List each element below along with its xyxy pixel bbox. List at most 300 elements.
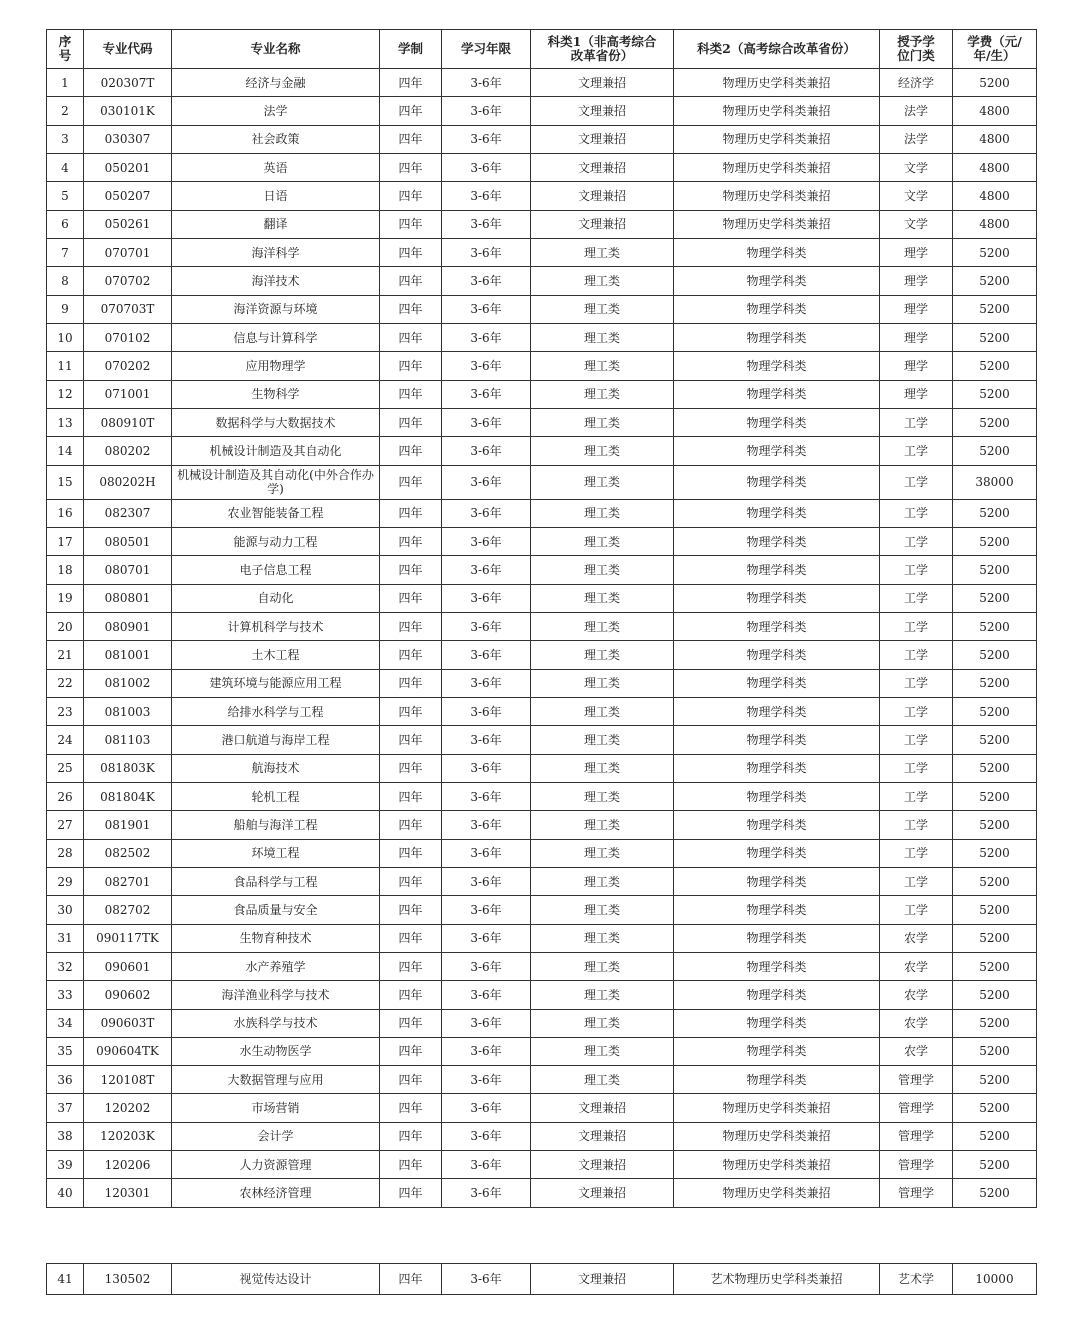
cell-system: 四年	[380, 1179, 442, 1207]
cell-major-name: 信息与计算科学	[172, 323, 380, 351]
cell-degree: 理学	[880, 380, 953, 408]
cell-code: 082702	[84, 896, 172, 924]
cell-tuition: 5200	[953, 352, 1037, 380]
cell-category-2: 物理历史学科类兼招	[674, 210, 880, 238]
cell-study-years: 3-6年	[442, 210, 531, 238]
cell-system: 四年	[380, 1066, 442, 1094]
cell-major-name: 数据科学与大数据技术	[172, 408, 380, 436]
cell-category-2: 物理历史学科类兼招	[674, 125, 880, 153]
cell-degree: 工学	[880, 782, 953, 810]
cell-index: 11	[47, 352, 84, 380]
cell-category-2: 物理学科类	[674, 1037, 880, 1065]
cell-tuition: 5200	[953, 1151, 1037, 1179]
table-row	[47, 1094, 1037, 1122]
table-row	[47, 238, 1037, 266]
cell-category-1: 理工类	[531, 556, 674, 584]
cell-degree: 工学	[880, 641, 953, 669]
cell-code: 120202	[84, 1094, 172, 1122]
cell-major-name: 社会政策	[172, 125, 380, 153]
cell-code: 081804K	[84, 782, 172, 810]
cell-index: 7	[47, 238, 84, 266]
cell-major-name: 食品科学与工程	[172, 867, 380, 895]
cell-category-2: 物理学科类	[674, 323, 880, 351]
cell-tuition: 4800	[953, 97, 1037, 125]
cell-study-years: 3-6年	[442, 896, 531, 924]
cell-code: 081003	[84, 697, 172, 725]
header-major-name: 专业名称	[172, 30, 380, 69]
cell-category-2: 物理学科类	[674, 754, 880, 782]
cell-degree: 艺术学	[880, 1264, 953, 1295]
cell-study-years: 3-6年	[442, 380, 531, 408]
cell-major-name: 农业智能装备工程	[172, 499, 380, 527]
cell-tuition: 5200	[953, 952, 1037, 980]
cell-system: 四年	[380, 125, 442, 153]
cell-major-name: 航海技术	[172, 754, 380, 782]
cell-study-years: 3-6年	[442, 1037, 531, 1065]
cell-system: 四年	[380, 465, 442, 499]
cell-code: 070703T	[84, 295, 172, 323]
cell-code: 070702	[84, 267, 172, 295]
cell-category-1: 理工类	[531, 527, 674, 555]
cell-degree: 农学	[880, 981, 953, 1009]
cell-tuition: 4800	[953, 153, 1037, 181]
cell-degree: 工学	[880, 754, 953, 782]
cell-major-name: 食品质量与安全	[172, 896, 380, 924]
cell-study-years: 3-6年	[442, 97, 531, 125]
cell-study-years: 3-6年	[442, 867, 531, 895]
cell-system: 四年	[380, 380, 442, 408]
cell-tuition: 5200	[953, 238, 1037, 266]
table-row	[47, 1122, 1037, 1150]
table-row	[47, 499, 1037, 527]
cell-code: 120301	[84, 1179, 172, 1207]
cell-index: 19	[47, 584, 84, 612]
cell-study-years: 3-6年	[442, 556, 531, 584]
cell-major-name: 农林经济管理	[172, 1179, 380, 1207]
cell-category-1: 理工类	[531, 238, 674, 266]
cell-category-1: 理工类	[531, 1066, 674, 1094]
cell-degree: 理学	[880, 352, 953, 380]
cell-tuition: 5200	[953, 924, 1037, 952]
table-row	[47, 981, 1037, 1009]
cell-system: 四年	[380, 1151, 442, 1179]
cell-category-1: 理工类	[531, 323, 674, 351]
cell-study-years: 3-6年	[442, 408, 531, 436]
cell-index: 33	[47, 981, 84, 1009]
cell-category-1: 文理兼招	[531, 182, 674, 210]
cell-system: 四年	[380, 612, 442, 640]
cell-study-years: 3-6年	[442, 584, 531, 612]
cell-category-2: 物理学科类	[674, 726, 880, 754]
cell-system: 四年	[380, 1094, 442, 1122]
cell-study-years: 3-6年	[442, 153, 531, 181]
cell-tuition: 5200	[953, 1009, 1037, 1037]
cell-major-name: 电子信息工程	[172, 556, 380, 584]
table-row	[47, 924, 1037, 952]
cell-category-2: 物理学科类	[674, 527, 880, 555]
cell-study-years: 3-6年	[442, 782, 531, 810]
cell-tuition: 5200	[953, 584, 1037, 612]
cell-major-name: 市场营销	[172, 1094, 380, 1122]
cell-category-2: 物理学科类	[674, 465, 880, 499]
table-header-row	[47, 30, 1037, 69]
cell-category-2: 物理学科类	[674, 1066, 880, 1094]
cell-degree: 法学	[880, 125, 953, 153]
cell-category-2: 物理学科类	[674, 782, 880, 810]
cell-study-years: 3-6年	[442, 323, 531, 351]
cell-major-name: 生物科学	[172, 380, 380, 408]
cell-index: 30	[47, 896, 84, 924]
cell-category-2: 物理学科类	[674, 584, 880, 612]
cell-code: 070202	[84, 352, 172, 380]
cell-category-1: 理工类	[531, 952, 674, 980]
cell-major-name: 港口航道与海岸工程	[172, 726, 380, 754]
cell-system: 四年	[380, 210, 442, 238]
table-row	[47, 408, 1037, 436]
cell-category-1: 理工类	[531, 981, 674, 1009]
cell-study-years: 3-6年	[442, 69, 531, 97]
cell-study-years: 3-6年	[442, 839, 531, 867]
table-row	[47, 125, 1037, 153]
cell-study-years: 3-6年	[442, 1122, 531, 1150]
cell-study-years: 3-6年	[442, 1009, 531, 1037]
cell-category-1: 理工类	[531, 295, 674, 323]
cell-study-years: 3-6年	[442, 981, 531, 1009]
cell-degree: 农学	[880, 924, 953, 952]
cell-tuition: 5200	[953, 295, 1037, 323]
cell-study-years: 3-6年	[442, 1151, 531, 1179]
cell-category-1: 文理兼招	[531, 1094, 674, 1122]
cell-index: 6	[47, 210, 84, 238]
table-row	[47, 69, 1037, 97]
cell-tuition: 4800	[953, 125, 1037, 153]
table-row	[47, 754, 1037, 782]
cell-study-years: 3-6年	[442, 1094, 531, 1122]
cell-code: 080202H	[84, 465, 172, 499]
cell-category-1: 理工类	[531, 352, 674, 380]
table-body	[47, 69, 1037, 1208]
cell-code: 030101K	[84, 97, 172, 125]
cell-code: 081901	[84, 811, 172, 839]
cell-tuition: 5200	[953, 697, 1037, 725]
table-row	[47, 867, 1037, 895]
cell-study-years: 3-6年	[442, 754, 531, 782]
table-row	[47, 952, 1037, 980]
cell-study-years: 3-6年	[442, 437, 531, 465]
cell-code: 071001	[84, 380, 172, 408]
cell-category-1: 理工类	[531, 612, 674, 640]
cell-study-years: 3-6年	[442, 924, 531, 952]
cell-code: 081103	[84, 726, 172, 754]
cell-category-2: 艺术物理历史学科类兼招	[674, 1264, 880, 1295]
cell-system: 四年	[380, 437, 442, 465]
header-index: 序 号	[47, 30, 84, 69]
cell-tuition: 5200	[953, 499, 1037, 527]
header-tuition: 学费（元/ 年/生）	[953, 30, 1037, 69]
cell-system: 四年	[380, 556, 442, 584]
table-row	[47, 1151, 1037, 1179]
table-row	[47, 1009, 1037, 1037]
cell-major-name: 经济与金融	[172, 69, 380, 97]
cell-major-name: 机械设计制造及其自动化	[172, 437, 380, 465]
cell-major-name: 船舶与海洋工程	[172, 811, 380, 839]
cell-system: 四年	[380, 182, 442, 210]
table-row	[47, 726, 1037, 754]
cell-system: 四年	[380, 69, 442, 97]
table-row	[47, 210, 1037, 238]
cell-index: 9	[47, 295, 84, 323]
table-row	[47, 267, 1037, 295]
cell-tuition: 4800	[953, 210, 1037, 238]
extra-table-body	[47, 1264, 1037, 1295]
cell-study-years: 3-6年	[442, 1264, 531, 1295]
cell-code: 090604TK	[84, 1037, 172, 1065]
cell-tuition: 5200	[953, 69, 1037, 97]
table-row	[47, 153, 1037, 181]
cell-study-years: 3-6年	[442, 811, 531, 839]
table-row	[47, 556, 1037, 584]
cell-major-name: 计算机科学与技术	[172, 612, 380, 640]
cell-category-2: 物理学科类	[674, 952, 880, 980]
cell-system: 四年	[380, 782, 442, 810]
cell-degree: 农学	[880, 952, 953, 980]
cell-index: 14	[47, 437, 84, 465]
cell-index: 17	[47, 527, 84, 555]
cell-study-years: 3-6年	[442, 499, 531, 527]
cell-index: 16	[47, 499, 84, 527]
cell-system: 四年	[380, 499, 442, 527]
cell-category-1: 文理兼招	[531, 69, 674, 97]
cell-category-2: 物理历史学科类兼招	[674, 1179, 880, 1207]
table-row	[47, 612, 1037, 640]
cell-tuition: 5200	[953, 839, 1037, 867]
cell-category-2: 物理学科类	[674, 669, 880, 697]
cell-category-1: 理工类	[531, 1037, 674, 1065]
cell-tuition: 4800	[953, 182, 1037, 210]
cell-code: 082307	[84, 499, 172, 527]
header-system: 学制	[380, 30, 442, 69]
cell-category-2: 物理学科类	[674, 867, 880, 895]
cell-tuition: 5200	[953, 1037, 1037, 1065]
cell-system: 四年	[380, 924, 442, 952]
cell-tuition: 5200	[953, 323, 1037, 351]
cell-category-2: 物理历史学科类兼招	[674, 182, 880, 210]
cell-category-1: 文理兼招	[531, 210, 674, 238]
cell-category-1: 理工类	[531, 669, 674, 697]
cell-degree: 管理学	[880, 1179, 953, 1207]
cell-category-1: 理工类	[531, 754, 674, 782]
cell-index: 26	[47, 782, 84, 810]
cell-degree: 工学	[880, 811, 953, 839]
cell-category-2: 物理学科类	[674, 1009, 880, 1037]
cell-system: 四年	[380, 267, 442, 295]
cell-index: 8	[47, 267, 84, 295]
cell-tuition: 5200	[953, 1094, 1037, 1122]
cell-study-years: 3-6年	[442, 1179, 531, 1207]
cell-category-1: 理工类	[531, 408, 674, 436]
cell-code: 080701	[84, 556, 172, 584]
extra-majors-table	[46, 1263, 1037, 1295]
cell-major-name: 翻译	[172, 210, 380, 238]
cell-major-name: 人力资源管理	[172, 1151, 380, 1179]
cell-category-2: 物理历史学科类兼招	[674, 1122, 880, 1150]
cell-major-name: 海洋技术	[172, 267, 380, 295]
cell-tuition: 5200	[953, 1066, 1037, 1094]
cell-major-name: 英语	[172, 153, 380, 181]
cell-study-years: 3-6年	[442, 267, 531, 295]
cell-code: 130502	[84, 1264, 172, 1295]
cell-degree: 理学	[880, 295, 953, 323]
cell-tuition: 5200	[953, 867, 1037, 895]
cell-system: 四年	[380, 896, 442, 924]
cell-degree: 理学	[880, 267, 953, 295]
cell-code: 080501	[84, 527, 172, 555]
cell-tuition: 5200	[953, 669, 1037, 697]
cell-category-2: 物理历史学科类兼招	[674, 97, 880, 125]
cell-tuition: 5200	[953, 437, 1037, 465]
cell-system: 四年	[380, 408, 442, 436]
cell-system: 四年	[380, 726, 442, 754]
cell-major-name: 日语	[172, 182, 380, 210]
cell-index: 29	[47, 867, 84, 895]
cell-system: 四年	[380, 641, 442, 669]
cell-category-1: 文理兼招	[531, 1122, 674, 1150]
cell-system: 四年	[380, 811, 442, 839]
cell-major-name: 水生动物医学	[172, 1037, 380, 1065]
cell-category-2: 物理学科类	[674, 839, 880, 867]
cell-degree: 工学	[880, 697, 953, 725]
cell-index: 23	[47, 697, 84, 725]
cell-tuition: 5200	[953, 380, 1037, 408]
cell-code: 070102	[84, 323, 172, 351]
cell-study-years: 3-6年	[442, 352, 531, 380]
cell-system: 四年	[380, 697, 442, 725]
cell-code: 030307	[84, 125, 172, 153]
cell-category-2: 物理学科类	[674, 267, 880, 295]
cell-category-1: 理工类	[531, 782, 674, 810]
table-row	[47, 782, 1037, 810]
cell-index: 36	[47, 1066, 84, 1094]
cell-study-years: 3-6年	[442, 238, 531, 266]
cell-degree: 文学	[880, 210, 953, 238]
cell-study-years: 3-6年	[442, 465, 531, 499]
cell-code: 120108T	[84, 1066, 172, 1094]
table-row	[47, 697, 1037, 725]
cell-major-name: 环境工程	[172, 839, 380, 867]
cell-category-2: 物理学科类	[674, 811, 880, 839]
cell-tuition: 5200	[953, 612, 1037, 640]
cell-degree: 文学	[880, 153, 953, 181]
header-category-1: 科类1（非高考综合 改革省份）	[531, 30, 674, 69]
cell-system: 四年	[380, 1122, 442, 1150]
cell-category-2: 物理学科类	[674, 697, 880, 725]
cell-study-years: 3-6年	[442, 697, 531, 725]
cell-category-1: 理工类	[531, 584, 674, 612]
cell-index: 12	[47, 380, 84, 408]
cell-degree: 工学	[880, 499, 953, 527]
majors-table	[46, 29, 1037, 1208]
cell-category-1: 理工类	[531, 641, 674, 669]
cell-degree: 文学	[880, 182, 953, 210]
cell-degree: 工学	[880, 437, 953, 465]
cell-code: 120203K	[84, 1122, 172, 1150]
cell-code: 080901	[84, 612, 172, 640]
cell-category-2: 物理学科类	[674, 408, 880, 436]
cell-system: 四年	[380, 295, 442, 323]
cell-major-name: 水族科学与技术	[172, 1009, 380, 1037]
table-row	[47, 437, 1037, 465]
cell-degree: 法学	[880, 97, 953, 125]
cell-category-1: 文理兼招	[531, 125, 674, 153]
cell-major-name: 自动化	[172, 584, 380, 612]
cell-degree: 工学	[880, 612, 953, 640]
cell-category-1: 理工类	[531, 697, 674, 725]
cell-major-name: 建筑环境与能源应用工程	[172, 669, 380, 697]
cell-index: 37	[47, 1094, 84, 1122]
cell-category-2: 物理学科类	[674, 641, 880, 669]
cell-code: 090602	[84, 981, 172, 1009]
cell-category-1: 理工类	[531, 267, 674, 295]
cell-major-name: 视觉传达设计	[172, 1264, 380, 1295]
cell-system: 四年	[380, 952, 442, 980]
table-row	[47, 1264, 1037, 1295]
cell-degree: 工学	[880, 896, 953, 924]
cell-system: 四年	[380, 238, 442, 266]
cell-category-2: 物理学科类	[674, 612, 880, 640]
cell-study-years: 3-6年	[442, 726, 531, 754]
cell-category-2: 物理历史学科类兼招	[674, 1094, 880, 1122]
cell-index: 32	[47, 952, 84, 980]
cell-degree: 工学	[880, 726, 953, 754]
cell-code: 080202	[84, 437, 172, 465]
table-row	[47, 97, 1037, 125]
cell-system: 四年	[380, 754, 442, 782]
cell-system: 四年	[380, 527, 442, 555]
cell-category-1: 文理兼招	[531, 1264, 674, 1295]
cell-index: 4	[47, 153, 84, 181]
cell-degree: 工学	[880, 408, 953, 436]
cell-major-name: 机械设计制造及其自动化(中外合作办学)	[172, 465, 380, 499]
table-row	[47, 380, 1037, 408]
cell-index: 40	[47, 1179, 84, 1207]
cell-index: 38	[47, 1122, 84, 1150]
cell-degree: 管理学	[880, 1094, 953, 1122]
cell-study-years: 3-6年	[442, 952, 531, 980]
cell-study-years: 3-6年	[442, 125, 531, 153]
cell-major-name: 应用物理学	[172, 352, 380, 380]
cell-code: 090117TK	[84, 924, 172, 952]
cell-major-name: 水产养殖学	[172, 952, 380, 980]
cell-index: 27	[47, 811, 84, 839]
cell-category-1: 理工类	[531, 380, 674, 408]
table-row	[47, 811, 1037, 839]
header-code: 专业代码	[84, 30, 172, 69]
cell-index: 10	[47, 323, 84, 351]
cell-system: 四年	[380, 1037, 442, 1065]
cell-system: 四年	[380, 867, 442, 895]
cell-category-2: 物理学科类	[674, 295, 880, 323]
table-row	[47, 641, 1037, 669]
cell-index: 41	[47, 1264, 84, 1295]
cell-degree: 管理学	[880, 1066, 953, 1094]
cell-system: 四年	[380, 153, 442, 181]
cell-major-name: 能源与动力工程	[172, 527, 380, 555]
cell-category-1: 理工类	[531, 839, 674, 867]
cell-code: 070701	[84, 238, 172, 266]
cell-index: 39	[47, 1151, 84, 1179]
cell-system: 四年	[380, 323, 442, 351]
cell-index: 3	[47, 125, 84, 153]
